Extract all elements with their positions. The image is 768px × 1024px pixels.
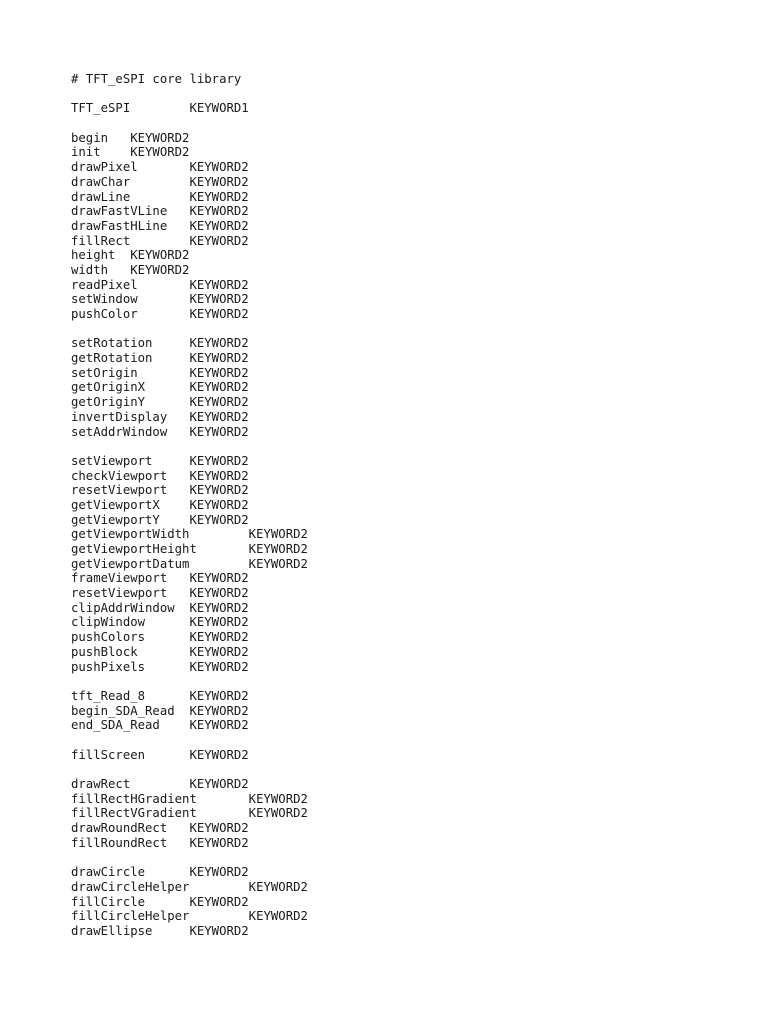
text-line: clipWindow KEYWORD2 [71, 615, 249, 630]
text-line: invertDisplay KEYWORD2 [71, 409, 249, 424]
text-line: getViewportDatum KEYWORD2 [71, 556, 308, 571]
blank-line [71, 439, 751, 454]
text-line: fillRectHGradient KEYWORD2 [71, 791, 308, 806]
text-line: setWindow KEYWORD2 [71, 292, 249, 307]
text-line: resetViewport KEYWORD2 [71, 483, 249, 498]
text-line: width KEYWORD2 [71, 262, 190, 277]
text-line: drawRoundRect KEYWORD2 [71, 821, 249, 836]
text-line: pushColors KEYWORD2 [71, 630, 249, 645]
blank-line [71, 116, 751, 131]
document-content [71, 72, 751, 939]
text-line: getViewportX KEYWORD2 [71, 497, 249, 512]
text-line: fillCircleHelper KEYWORD2 [71, 909, 308, 924]
text-line: checkViewport KEYWORD2 [71, 468, 249, 483]
text-line: drawChar KEYWORD2 [71, 174, 249, 189]
document-page [71, 72, 751, 939]
text-line: setOrigin KEYWORD2 [71, 365, 249, 380]
text-line: getOriginX KEYWORD2 [71, 380, 249, 395]
text-line: getViewportHeight KEYWORD2 [71, 542, 308, 556]
text-line: drawFastVLine KEYWORD2 [71, 204, 249, 219]
blank-line [71, 674, 751, 689]
text-line: resetViewport KEYWORD2 [71, 586, 249, 601]
text-line: setAddrWindow KEYWORD2 [71, 424, 249, 439]
text-line: drawFastHLine KEYWORD2 [71, 218, 249, 233]
text-line: pushColor KEYWORD2 [71, 307, 249, 321]
text-line: drawRect KEYWORD2 [71, 777, 249, 791]
text-line: clipAddrWindow KEYWORD2 [71, 600, 249, 615]
text-line: drawCircleHelper KEYWORD2 [71, 879, 308, 894]
text-line: drawLine KEYWORD2 [71, 189, 249, 204]
text-line: pushBlock KEYWORD2 [71, 644, 249, 659]
text-line: begin_SDA_Read KEYWORD2 [71, 703, 249, 718]
text-line: end_SDA_Read KEYWORD2 [71, 718, 249, 733]
text-line: getViewportY KEYWORD2 [71, 512, 249, 527]
blank-line [71, 850, 751, 865]
text-line: TFT_eSPI KEYWORD1 [71, 101, 249, 116]
text-line: pushPixels KEYWORD2 [71, 659, 249, 674]
text-line: frameViewport KEYWORD2 [71, 571, 249, 586]
text-line: getViewportWidth KEYWORD2 [71, 527, 308, 542]
text-line: fillScreen KEYWORD2 [71, 747, 249, 762]
text-line: drawEllipse KEYWORD2 [71, 923, 249, 938]
text-line: init KEYWORD2 [71, 145, 190, 160]
text-line: tft_Read_8 KEYWORD2 [71, 688, 249, 703]
text-line: begin KEYWORD2 [71, 130, 190, 145]
blank-line [71, 733, 751, 748]
text-line: setViewport KEYWORD2 [71, 453, 249, 468]
text-line: drawCircle KEYWORD2 [71, 865, 249, 880]
blank-line [71, 762, 751, 777]
text-line: setRotation KEYWORD2 [71, 336, 249, 351]
text-line: readPixel KEYWORD2 [71, 277, 249, 292]
text-line: # TFT_eSPI core library [71, 72, 242, 86]
blank-line [71, 322, 751, 337]
text-line: getRotation KEYWORD2 [71, 351, 249, 366]
blank-line [71, 87, 751, 102]
text-line: height KEYWORD2 [71, 248, 190, 263]
text-line: drawPixel KEYWORD2 [71, 160, 249, 175]
text-line: fillRoundRect KEYWORD2 [71, 835, 249, 850]
text-line: getOriginY KEYWORD2 [71, 395, 249, 410]
text-line: fillCircle KEYWORD2 [71, 894, 249, 909]
text-line: fillRectVGradient KEYWORD2 [71, 806, 308, 821]
text-line: fillRect KEYWORD2 [71, 233, 249, 248]
